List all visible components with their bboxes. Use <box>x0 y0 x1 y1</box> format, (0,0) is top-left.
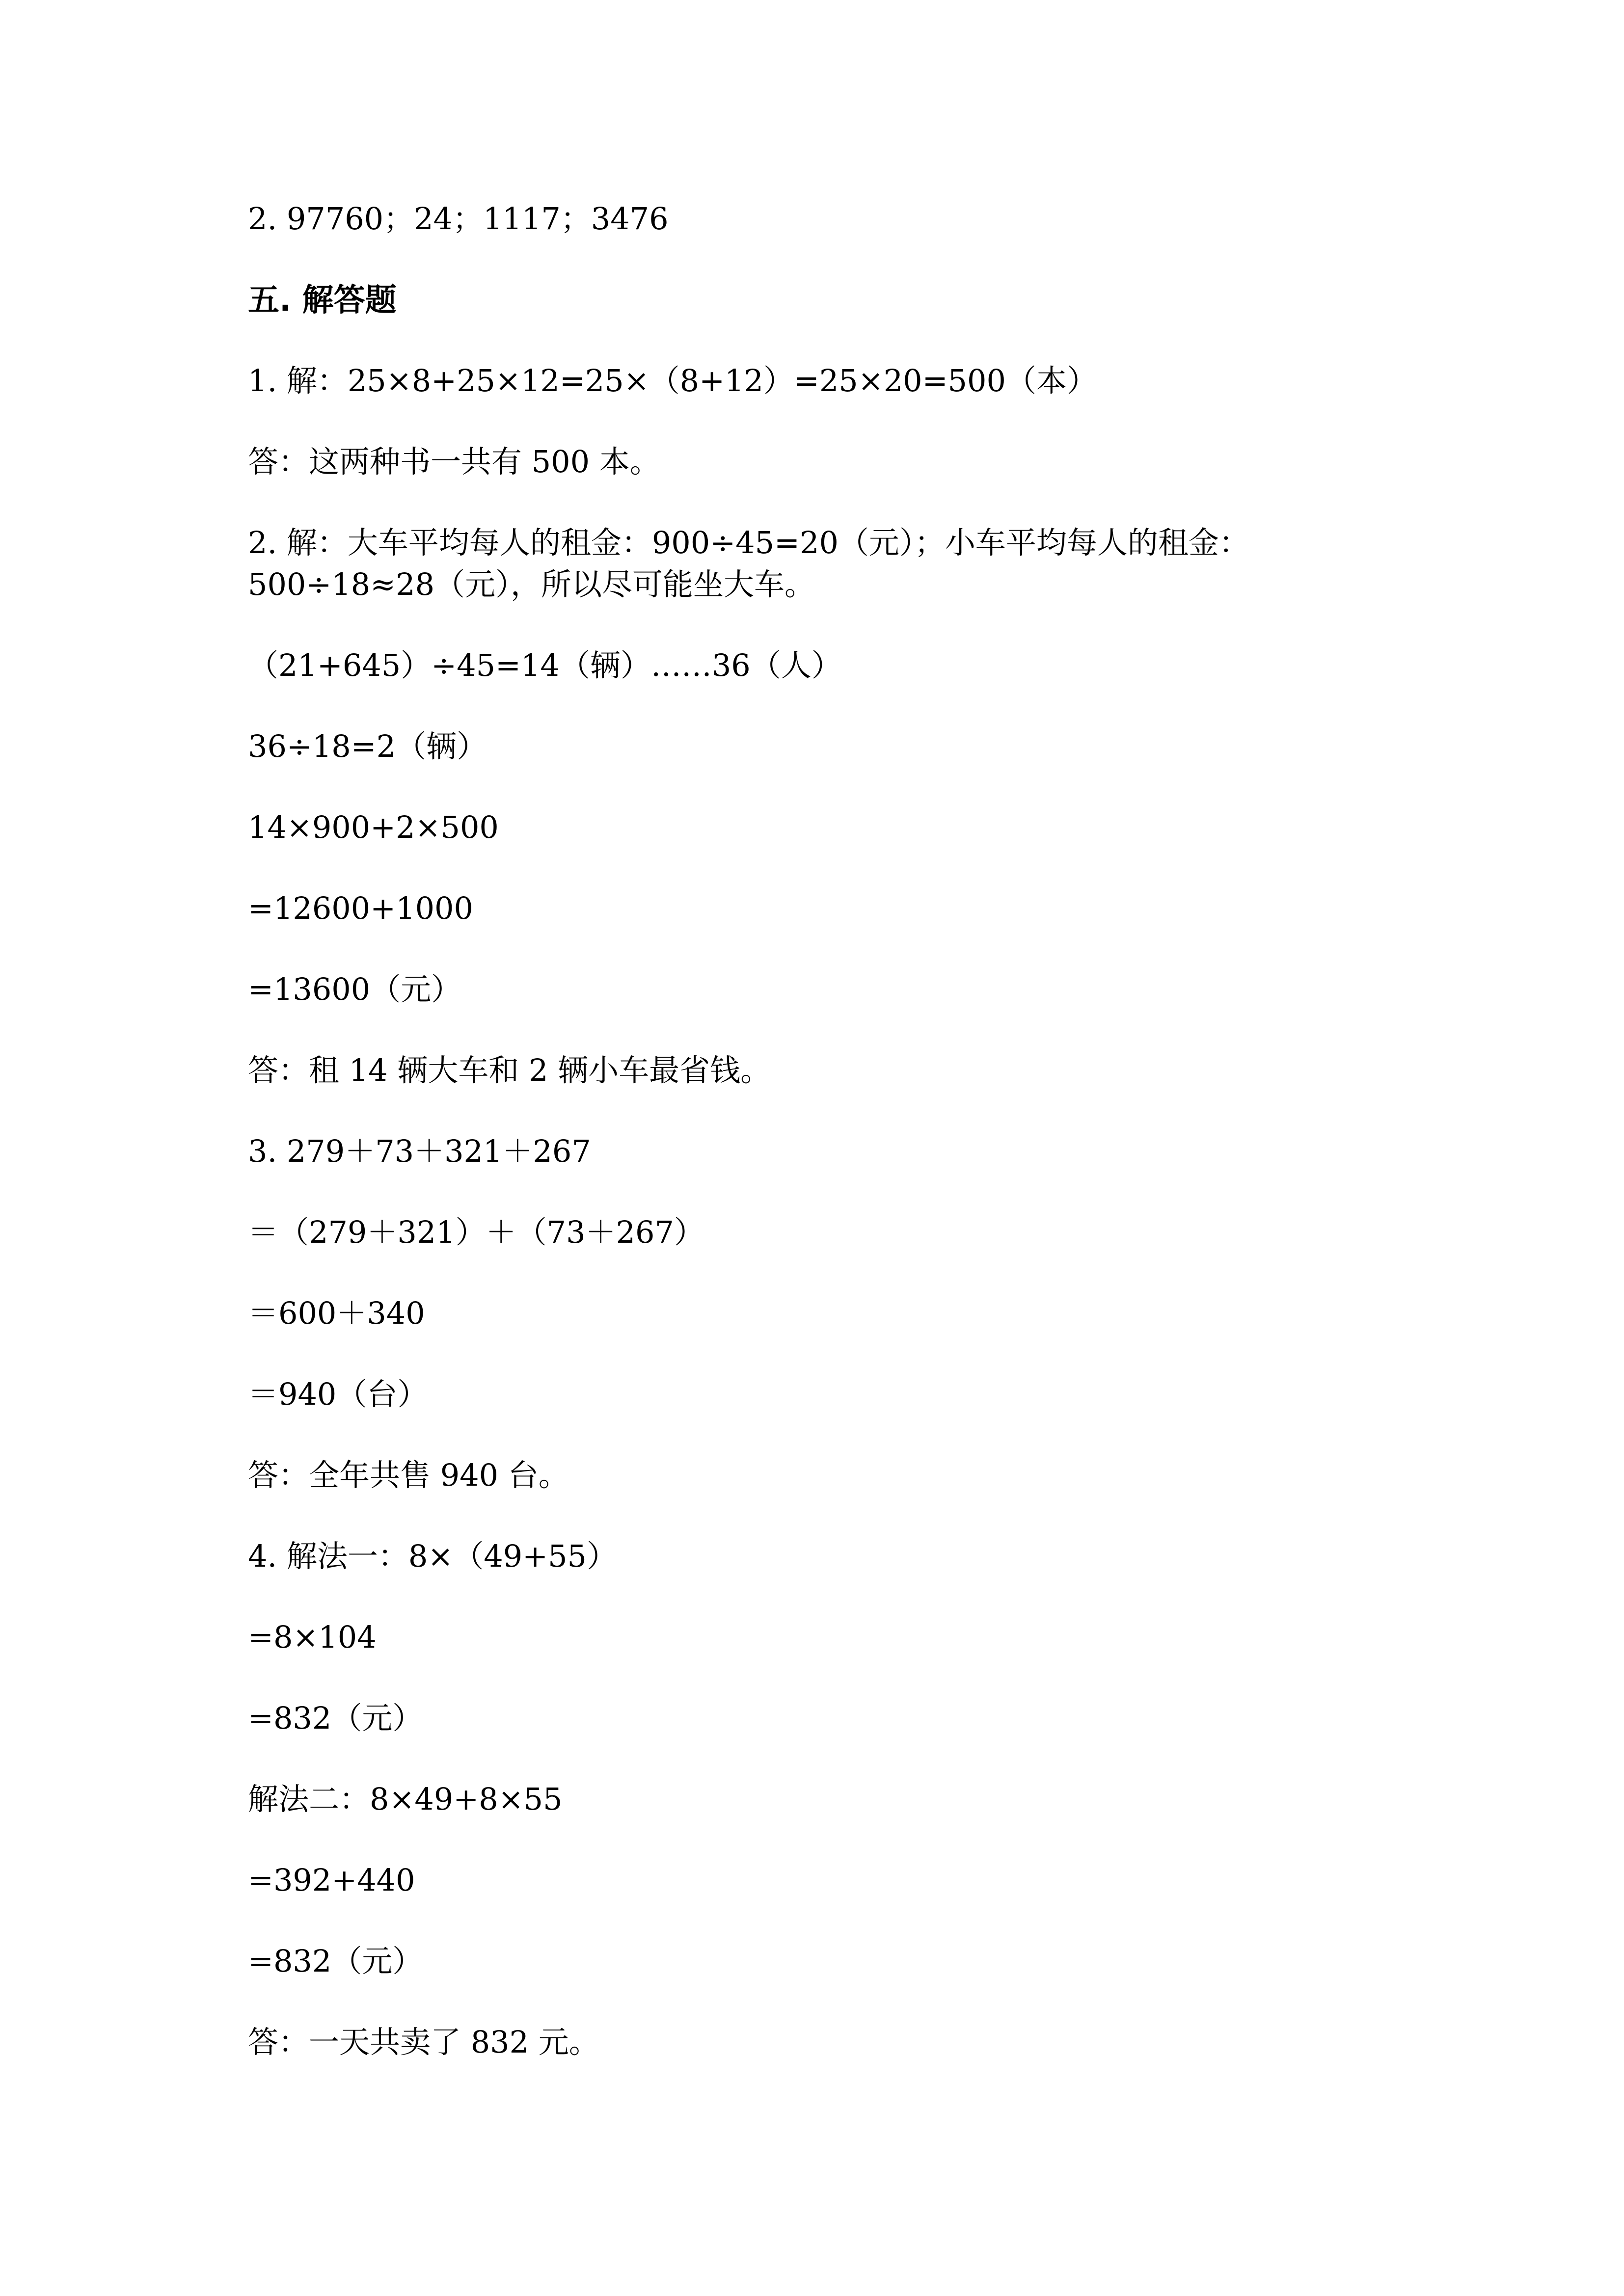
problem-3-step-1: ＝（279＋321）＋（73＋267） <box>248 1214 704 1250</box>
problem-2-step-5: =13600（元） <box>248 971 462 1007</box>
problem-3-answer: 答：全年共售 940 台。 <box>248 1457 569 1493</box>
problem-2-step-3: 14×900+2×500 <box>248 809 499 845</box>
problem-2-step-2: 36÷18=2（辆） <box>248 728 487 764</box>
problem-1-answer: 答：这两种书一共有 500 本。 <box>248 444 660 480</box>
problem-2-solution-line-1: 2. 解：大车平均每人的租金：900÷45=20（元）；小车平均每人的租金： <box>248 525 1249 561</box>
problem-3-step-2: ＝600＋340 <box>248 1295 425 1331</box>
problem-4-method-2-step-2: =832（元） <box>248 1943 423 1979</box>
problem-3-step-3: ＝940（台） <box>248 1376 428 1412</box>
problem-2-step-4: =12600+1000 <box>248 890 473 926</box>
problem-4-method-1-step-2: =832（元） <box>248 1700 423 1736</box>
problem-4-method-2-step-1: =392+440 <box>248 1862 415 1898</box>
problem-1-solution: 1. 解：25×8+25×12=25×（8+12）=25×20=500（本） <box>248 363 1097 399</box>
problem-4-method-2: 解法二：8×49+8×55 <box>248 1781 563 1817</box>
answer-line-2-values: 2. 97760；24；1117；3476 <box>248 201 669 237</box>
problem-2-answer: 答：租 14 辆大车和 2 辆小车最省钱。 <box>248 1052 771 1088</box>
section-heading-answers: 五. 解答题 <box>248 282 397 319</box>
problem-2-solution-line-2: 500÷18≈28（元），所以尽可能坐大车。 <box>248 566 815 602</box>
problem-3-expression: 3. 279＋73＋321＋267 <box>248 1133 591 1169</box>
problem-2-step-1: （21+645）÷45=14（辆）……36（人） <box>248 647 842 683</box>
problem-4-answer: 答：一天共卖了 832 元。 <box>248 2024 599 2060</box>
problem-4-method-1: 4. 解法一：8×（49+55） <box>248 1538 617 1574</box>
problem-4-method-1-step-1: =8×104 <box>248 1619 377 1655</box>
